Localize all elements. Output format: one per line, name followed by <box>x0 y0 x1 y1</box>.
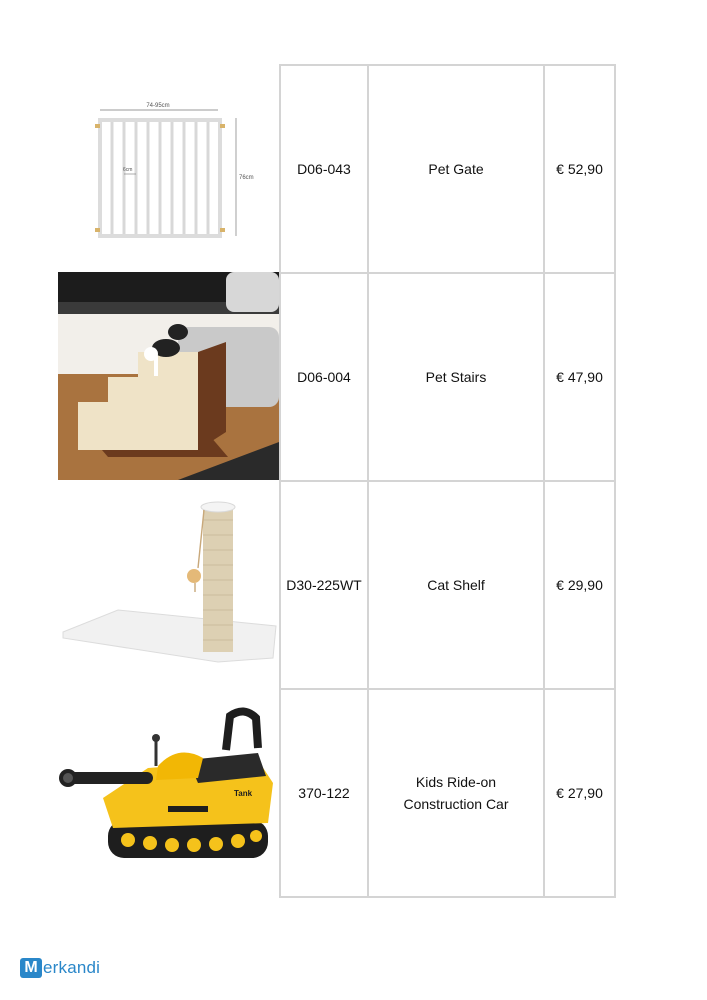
logo-initial: M <box>20 958 42 978</box>
product-name <box>367 688 545 898</box>
product-name-text: Pet Gate <box>428 161 484 177</box>
product-name-text: Cat Shelf <box>427 577 485 593</box>
product-name <box>367 480 545 690</box>
product-row <box>58 272 618 480</box>
product-price: € 27,90 <box>543 688 616 898</box>
product-price: € 47,90 <box>543 272 616 482</box>
product-name-text: Kids Ride-on Construction Car <box>403 774 509 812</box>
product-catalog <box>58 64 618 896</box>
product-name-text: Pet Stairs <box>425 369 487 385</box>
pet-stairs-image <box>58 272 279 480</box>
ride-on-car-image <box>58 688 279 896</box>
merkandi-logo[interactable] <box>20 958 100 978</box>
product-name <box>367 64 545 274</box>
gate-width-label: 74-95cm <box>146 103 170 109</box>
product-code: D06-043 <box>279 64 369 274</box>
gate-height-label: 76cm <box>239 175 254 181</box>
product-row <box>58 64 618 272</box>
product-row <box>58 688 618 896</box>
product-code: D06-004 <box>279 272 369 482</box>
product-code: D30-225WT <box>279 480 369 690</box>
product-price: € 29,90 <box>543 480 616 690</box>
car-decal: Tank <box>234 789 253 798</box>
product-name <box>367 272 545 482</box>
product-row <box>58 480 618 688</box>
gate-gap-label: 6cm <box>123 167 133 173</box>
cat-shelf-image <box>58 480 279 688</box>
product-price: € 52,90 <box>543 64 616 274</box>
product-code: 370-122 <box>279 688 369 898</box>
logo-text: erkandi <box>43 958 101 977</box>
pet-gate-image <box>58 64 279 272</box>
